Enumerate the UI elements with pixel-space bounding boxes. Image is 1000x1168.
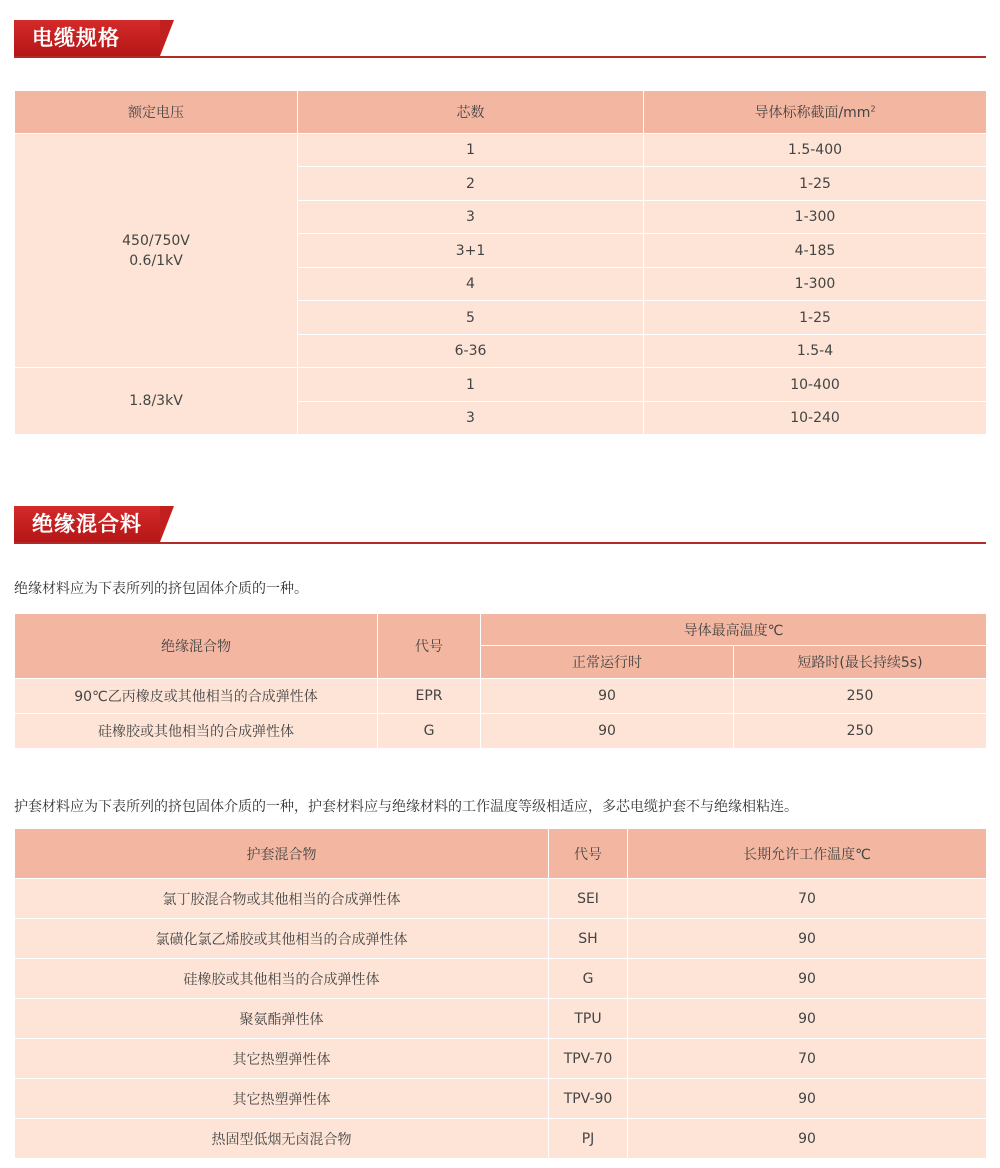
code-cell: TPU: [549, 999, 628, 1039]
header-normal: 正常运行时: [481, 646, 734, 679]
header-section: [644, 91, 987, 134]
cores-cell: 5: [298, 301, 644, 335]
section-title: 绝缘混合料: [14, 506, 160, 542]
section-divider: [14, 542, 986, 544]
compound-cell: 热固型低烟无卤混合物: [15, 1119, 549, 1159]
table-row: [15, 1119, 987, 1159]
temp-cell: 90: [628, 919, 987, 959]
section-cell: 4-185: [644, 234, 987, 268]
cores-cell: 3+1: [298, 234, 644, 268]
code-cell: SH: [549, 919, 628, 959]
section-cell: 1.5-4: [644, 335, 987, 368]
section-header-insulation: [14, 506, 986, 546]
temp-cell: 90: [628, 959, 987, 999]
compound-cell: 90℃乙丙橡皮或其他相当的合成弹性体: [15, 679, 378, 714]
normal-temp-cell: 90: [481, 679, 734, 714]
table-row: [15, 1079, 987, 1119]
table-row: [15, 714, 987, 749]
header-section-sup: 2: [870, 104, 876, 114]
sheath-table: [14, 828, 987, 1159]
header-section-label: 导体标称截面/mm: [754, 105, 871, 121]
temp-cell: 70: [628, 879, 987, 919]
voltage-group-cell: 1.8/3kV: [15, 368, 298, 435]
insulation-table: [14, 613, 987, 749]
compound-cell: 硅橡胶或其他相当的合成弹性体: [15, 714, 378, 749]
compound-cell: 硅橡胶或其他相当的合成弹性体: [15, 959, 549, 999]
cores-cell: 4: [298, 268, 644, 301]
temp-cell: 90: [628, 1119, 987, 1159]
header-code: 代号: [549, 829, 628, 879]
table-row: [15, 679, 987, 714]
compound-cell: 聚氨酯弹性体: [15, 999, 549, 1039]
compound-cell: 其它热塑弹性体: [15, 1039, 549, 1079]
section-cell: 10-400: [644, 368, 987, 402]
code-cell: SEI: [549, 879, 628, 919]
table-header-row: [15, 614, 987, 646]
header-compound: 护套混合物: [15, 829, 549, 879]
cores-cell: 1: [298, 134, 644, 167]
section-cell: 1-25: [644, 167, 987, 201]
cores-cell: 6-36: [298, 335, 644, 368]
table-row: [15, 368, 987, 402]
table-header-row: [15, 91, 987, 134]
voltage-group-cell: 450/750V 0.6/1kV: [15, 134, 298, 368]
code-cell: G: [549, 959, 628, 999]
code-cell: TPV-70: [549, 1039, 628, 1079]
short-temp-cell: 250: [734, 679, 987, 714]
section-cell: 1-300: [644, 268, 987, 301]
table-row: [15, 134, 987, 167]
code-cell: TPV-90: [549, 1079, 628, 1119]
short-temp-cell: 250: [734, 714, 987, 749]
compound-cell: 其它热塑弹性体: [15, 1079, 549, 1119]
header-cores: 芯数: [298, 91, 644, 134]
temp-cell: 70: [628, 1039, 987, 1079]
code-cell: EPR: [378, 679, 481, 714]
cores-cell: 1: [298, 368, 644, 402]
cores-cell: 3: [298, 402, 644, 435]
cores-cell: 3: [298, 201, 644, 234]
table-row: [15, 879, 987, 919]
section-divider: [14, 56, 986, 58]
table-row: [15, 919, 987, 959]
header-voltage: 额定电压: [15, 91, 298, 134]
section-title: 电缆规格: [14, 20, 160, 56]
code-cell: G: [378, 714, 481, 749]
table-header-row: [15, 829, 987, 879]
table-row: [15, 1039, 987, 1079]
temp-cell: 90: [628, 1079, 987, 1119]
temp-cell: 90: [628, 999, 987, 1039]
section-cell: 1-300: [644, 201, 987, 234]
cable-spec-table: [14, 90, 987, 435]
cores-cell: 2: [298, 167, 644, 201]
header-max-temp: 导体最高温度℃: [481, 614, 987, 646]
section-cell: 10-240: [644, 402, 987, 435]
header-compound: 绝缘混合物: [15, 614, 378, 679]
section-cell: 1-25: [644, 301, 987, 335]
section-cell: 1.5-400: [644, 134, 987, 167]
compound-cell: 氯磺化氯乙烯胶或其他相当的合成弹性体: [15, 919, 549, 959]
insulation-intro-text: 绝缘材料应为下表所列的挤包固体介质的一种。: [14, 581, 308, 597]
code-cell: PJ: [549, 1119, 628, 1159]
compound-cell: 氯丁胶混合物或其他相当的合成弹性体: [15, 879, 549, 919]
section-header-cable-spec: [14, 20, 986, 60]
table-row: [15, 999, 987, 1039]
header-short: 短路时(最长持续5s): [734, 646, 987, 679]
header-code: 代号: [378, 614, 481, 679]
table-row: [15, 959, 987, 999]
header-temp: 长期允许工作温度℃: [628, 829, 987, 879]
sheath-intro-text: 护套材料应为下表所列的挤包固体介质的一种，护套材料应与绝缘材料的工作温度等级相适应，多芯电缆护套不与绝缘相粘连。: [14, 799, 798, 815]
normal-temp-cell: 90: [481, 714, 734, 749]
